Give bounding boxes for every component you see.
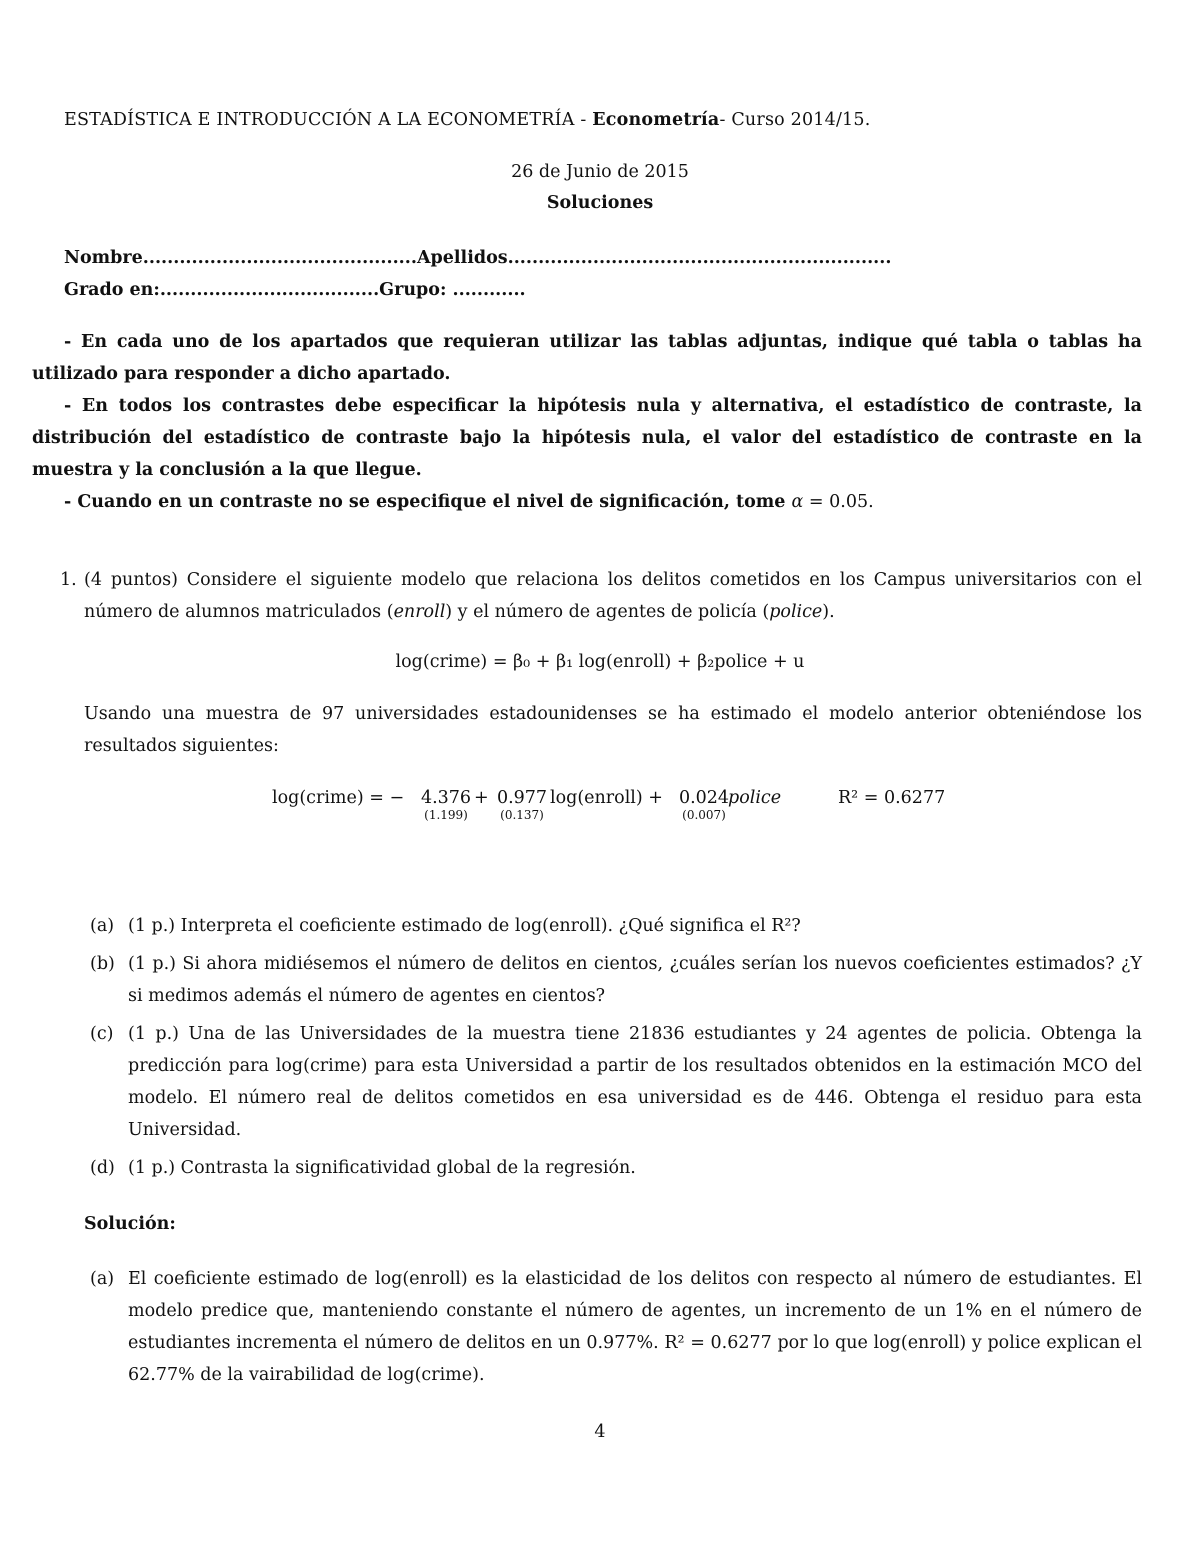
document-title: ESTADÍSTICA E INTRODUCCIÓN A LA ECONOMETRÍA - Econometría- Curso 2014/15. — [64, 110, 871, 130]
equation-lhs: log(crime) = − — [272, 788, 405, 808]
question-1 — [60, 564, 1142, 628]
grado-label: Grado en: — [64, 280, 160, 300]
part-c: (c) (1 p.) Una de las Universidades de la muestra tiene 21836 estudiantes y 24 agentes de policia. Obtenga la predicción para log(crime) para esta Universidad a partir de los resultados obtenidos en la estimación MCO del modelo. El número real de delitos cometidos en esa universidad es de 446. Obtenga el residuo para esta Universidad. — [90, 1024, 1142, 1140]
coef-b1: 0.977 (0.137) — [494, 782, 550, 814]
instruction-alpha: - Cuando en un contraste no se especifique el nivel de significación, tome α = 0.05. — [64, 492, 874, 512]
term-log-enroll: log(enroll) + — [550, 788, 663, 808]
sample-description: Usando una muestra de 97 universidades estadounidenses se ha estimado el modelo anterior obteniéndose los resultados siguientes: — [84, 704, 1142, 756]
se-b0: (1.199) — [424, 808, 468, 822]
grado-blank: .................................... — [159, 280, 380, 300]
solution-heading: Solución: — [84, 1214, 176, 1234]
grade-field-line — [64, 274, 526, 306]
nombre-label: Nombre — [64, 248, 143, 268]
plus-sign: + — [474, 788, 489, 808]
instructions — [32, 326, 1142, 518]
name-field-line — [64, 242, 891, 274]
apellidos-blank: ............................................................... — [507, 248, 892, 268]
document-subtitle: Soluciones — [546, 193, 654, 213]
question-intro: (4 puntos) Considere el siguiente modelo que relaciona los delitos cometidos en los Campus universitarios con el número de alumnos matriculados (enroll) y el número de agentes de policía (police). — [84, 570, 1142, 622]
solution-a: (a) El coeficiente estimado de log(enroll) es la elasticidad de los delitos con respecto al número de estudiantes. El modelo predice que, manteniendo constante el número de agentes, un incremento de un 1% en el número de estudiantes incrementa el número de delitos en un 0.977%. R² = 0.6277 por lo que log(enroll) y police explican el 62.77% de la vairabilidad de log(crime). — [90, 1269, 1142, 1385]
estimated-equation — [0, 782, 1200, 842]
se-b1: (0.137) — [500, 808, 544, 822]
coef-b2: 0.024 (0.007) — [676, 782, 732, 814]
grupo-label: Grupo: — [379, 280, 447, 300]
question-number: 1. — [60, 570, 77, 590]
grupo-blank: ............ — [446, 280, 526, 300]
page-number: 4 — [594, 1422, 606, 1442]
se-b2: (0.007) — [682, 808, 726, 822]
subject-name: Econometría — [592, 110, 720, 130]
part-a: (a) (1 p.) Interpreta el coeficiente estimado de log(enroll). ¿Qué significa el R²? — [90, 916, 801, 936]
question-parts — [90, 910, 1142, 1184]
nombre-blank: ............................................. — [142, 248, 417, 268]
part-d: (d) (1 p.) Contrasta la significatividad global de la regresión. — [90, 1158, 636, 1178]
exam-date: 26 de Junio de 2015 — [511, 162, 689, 182]
r-squared: R² = 0.6277 — [838, 788, 946, 808]
model-equation: log(crime) = β₀ + β₁ log(enroll) + β₂police + u — [395, 652, 805, 672]
apellidos-label: Apellidos — [416, 248, 508, 268]
course-year: - Curso 2014/15. — [719, 110, 871, 130]
part-b: (b) (1 p.) Si ahora midiésemos el número de delitos en cientos, ¿cuáles serían los nuevos coeficientes estimados? ¿Y si medimos además el número de agentes en cientos? — [90, 954, 1142, 1006]
instruction-tables: - En cada uno de los apartados que requieran utilizar las tablas adjuntas, indique qué tabla o tablas ha utilizado para responder a dicho apartado. — [32, 332, 1142, 384]
term-police: police — [728, 788, 782, 808]
course-name: ESTADÍSTICA E INTRODUCCIÓN A LA ECONOMETRÍA — [64, 110, 575, 130]
coef-b0: 4.376 (1.199) — [418, 782, 474, 814]
instruction-contrasts: - En todos los contrastes debe especificar la hipótesis nula y alternativa, el estadístico de contraste, la distribución del estadístico de contraste bajo la hipótesis nula, el valor del estadístico de contraste en la muestra y la conclusión a la que llegue. — [32, 396, 1142, 480]
